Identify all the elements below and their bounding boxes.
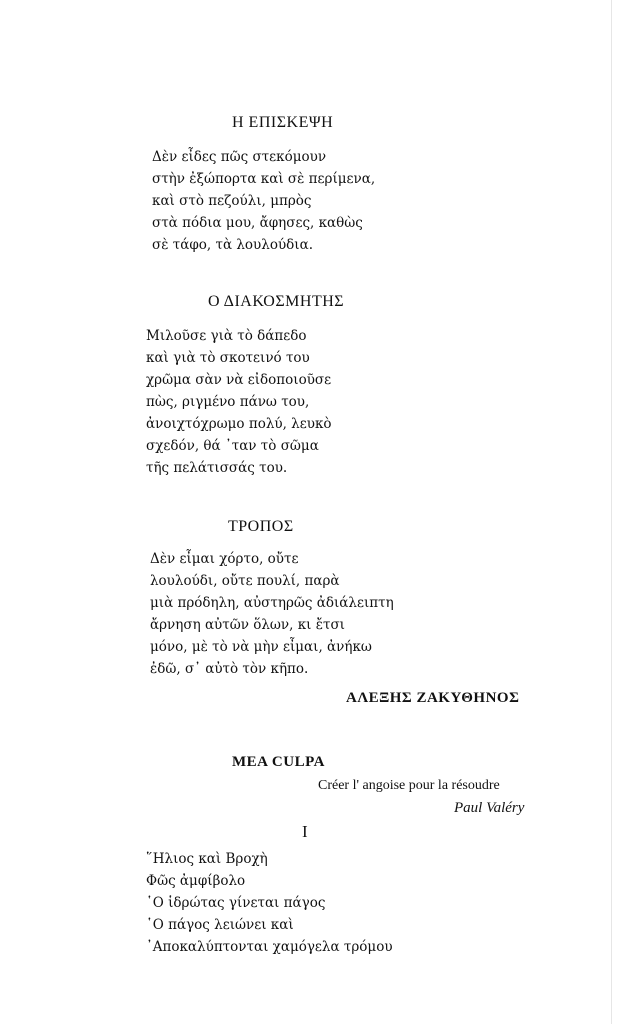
poem-line: Δὲν εἶδες πῶς στεκόμουν <box>152 149 327 165</box>
poem-line: ᾿Αποκαλύπτονται χαμόγελα τρόμου <box>146 939 393 955</box>
poem-line: Μιλοῦσε γιὰ τὸ δάπεδο <box>146 328 307 344</box>
poem-line: μόνο, μὲ τὸ νὰ μὴν εἶμαι, ἀνήκω <box>150 639 372 655</box>
poem-line: ἀνοιχτόχρωμο πολύ, λευκὸ <box>146 416 332 432</box>
poem-body-tropos <box>150 548 394 680</box>
poem-line: μιὰ πρόδηλη, αὐστηρῶς ἀδιάλειπτη <box>150 595 394 611</box>
poem-line: σχεδόν, θά ᾿ταν τὸ σῶμα <box>146 438 319 454</box>
poem-line: Δὲν εἶμαι χόρτο, οὔτε <box>150 551 299 567</box>
poem-line: τῆς πελάτισσάς του. <box>146 460 288 476</box>
poem-title-diakosmitis: Ο ΔΙΑΚΟΣΜΗΤΗΣ <box>208 293 345 310</box>
poem-body-episkepsi <box>152 146 375 256</box>
author-name: ΑΛΕΞΗΣ ΖΑΚΥΘΗΝΟΣ <box>346 690 520 706</box>
poem-title-episkepsi: Η ΕΠΙΣΚΕΨΗ <box>232 114 334 131</box>
poem-title-mea-culpa: MEA CULPA <box>232 754 325 770</box>
epigraph-text: Créer l' angoise pour la résoudre <box>318 778 500 793</box>
poem-title-tropos: ΤΡΟΠΟΣ <box>228 518 294 535</box>
poem-line: στὰ πόδια μου, ἄφησες, καθὼς <box>152 215 363 231</box>
poem-line: ῞Ηλιος καὶ Βροχὴ <box>146 851 268 867</box>
page-edge-line <box>611 0 612 1024</box>
poem-line: Φῶς ἀμφίβολο <box>146 873 246 889</box>
poem-line: λουλούδι, οὔτε πουλί, παρὰ <box>150 573 340 589</box>
poem-line: σὲ τάφο, τὰ λουλούδια. <box>152 237 313 253</box>
poem-line: καὶ στὸ πεζούλι, μπρὸς <box>152 193 312 209</box>
poem-line: ἐδῶ, σ᾿ αὐτὸ τὸν κῆπο. <box>150 661 309 677</box>
poem-line: πὼς, ριγμένο πάνω του, <box>146 394 310 410</box>
poem-body-diakosmitis <box>146 325 332 479</box>
poem-line: στὴν ἐξώπορτα καὶ σὲ περίμενα, <box>152 171 376 187</box>
section-numeral: I <box>302 822 308 841</box>
poem-body-mea-culpa <box>146 848 393 958</box>
poem-line: ἄρνηση αὐτῶν ὅλων, κι ἔτσι <box>150 617 345 633</box>
poem-line: ῾Ο ἱδρώτας γίνεται πάγος <box>146 895 326 911</box>
poem-line: καὶ γιὰ τὸ σκοτεινό του <box>146 350 310 366</box>
poem-line: ῾Ο πάγος λειώνει καὶ <box>146 917 294 933</box>
poem-line: χρῶμα σὰν νὰ εἰδοποιοῦσε <box>146 372 332 388</box>
epigraph-author: Paul Valéry <box>454 800 525 816</box>
